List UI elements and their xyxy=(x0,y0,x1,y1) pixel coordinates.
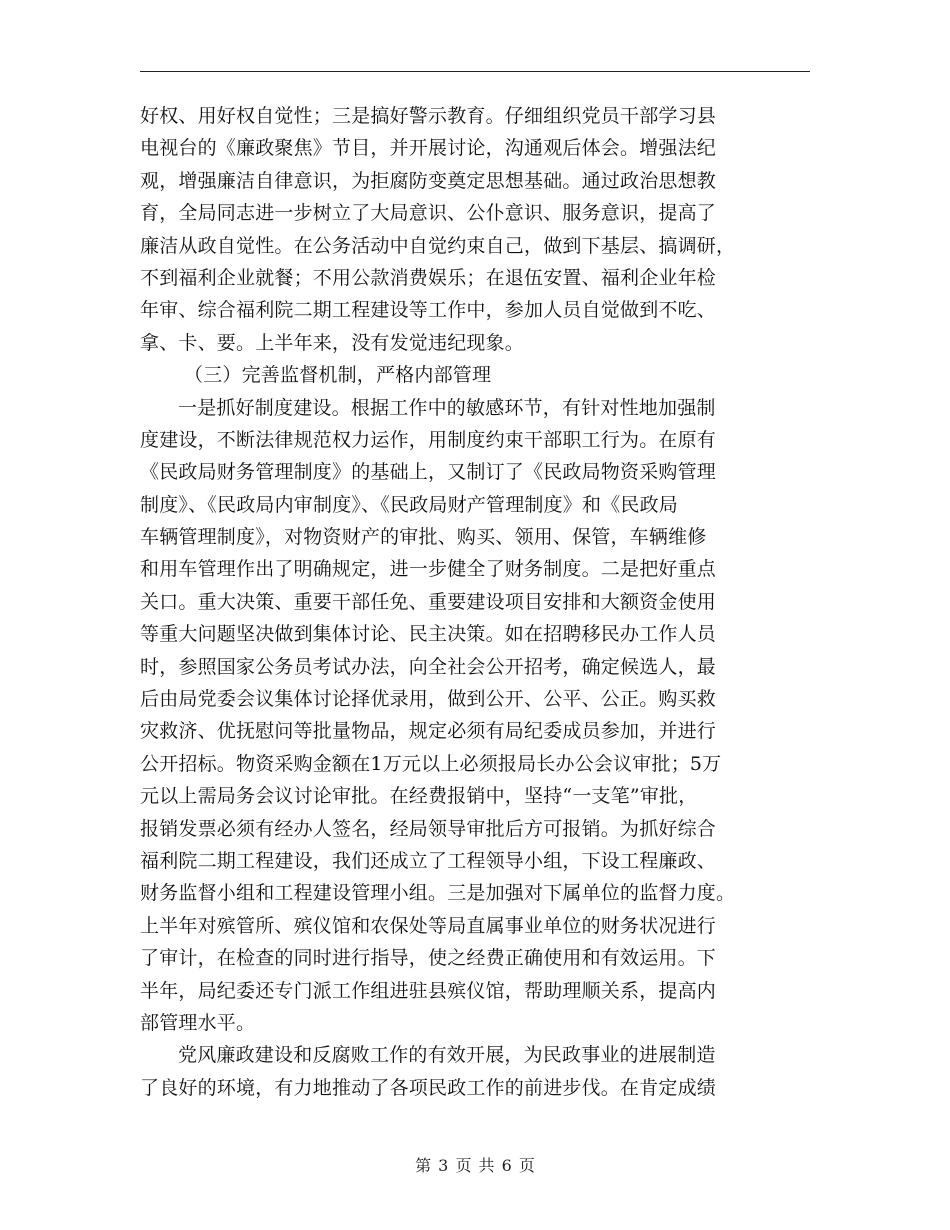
body-line: 观，增强廉洁自律意识，为拒腐防变奠定思想基础。通过政治思想教 xyxy=(140,169,717,192)
body-line: 育，全局同志进一步树立了大局意识、公仆意识、服务意识，提高了 xyxy=(140,202,717,225)
body-line: 时，参照国家公务员考试办法，向全社会公开招考，确定候选人，最 xyxy=(140,655,717,678)
body-line: 制度》、《民政局内审制度》、《民政局财产管理制度》和《民政局 xyxy=(140,493,679,516)
body-line: 电视台的《廉政聚焦》节目，并开展讨论，沟通观后体会。增强法纪 xyxy=(140,137,717,160)
body-line: 了审计，在检查的同时进行指导，使之经费正确使用和有效运用。下 xyxy=(140,947,717,970)
body-line: 元以上需局务会议讨论审批。在经费报销中，坚持“一支笔”审批， xyxy=(140,785,698,808)
body-line: 半年，局纪委还专门派工作组进驻县殡仪馆，帮助理顺关系，提高内 xyxy=(140,979,717,1002)
header-rule xyxy=(140,71,810,72)
body-line: 灾救济、优抚慰问等批量物品，规定必须有局纪委成员参加，并进行 xyxy=(140,720,717,743)
body-line: 福利院二期工程建设，我们还成立了工程领导小组，下设工程廉政、 xyxy=(140,849,717,872)
body-line: 等重大问题坚决做到集体讨论、民主决策。如在招聘移民办工作人员 xyxy=(140,623,717,646)
document-body xyxy=(140,100,810,1104)
section-heading: （三）完善监督机制，严格内部管理 xyxy=(184,364,492,387)
body-line: 了良好的环境，有力地推动了各项民政工作的前进步伐。在肯定成绩 xyxy=(140,1076,717,1099)
body-line: 公开招标。物资采购金额在1万元以上必须报局长办公会议审批；5万 xyxy=(140,752,722,775)
body-line: 部管理水平。 xyxy=(140,1011,256,1034)
body-line: 上半年对殡管所、殡仪馆和农保处等局直属事业单位的财务状况进行 xyxy=(140,914,717,937)
body-line: 车辆管理制度》，对物资财产的审批、购买、领用、保管，车辆维修 xyxy=(140,526,707,549)
body-line: 年审、综合福利院二期工程建设等工作中，参加人员自觉做到不吃、 xyxy=(140,299,717,322)
paragraph-start-line: 党风廉政建设和反腐败工作的有效开展，为民政事业的进展制造 xyxy=(178,1044,716,1067)
body-line: 不到福利企业就餐；不用公款消费娱乐；在退伍安置、福利企业年检 xyxy=(140,266,717,289)
body-line: 《民政局财务管理制度》的基础上，又制订了《民政局物资采购管理 xyxy=(140,461,717,484)
body-line: 廉洁从政自觉性。在公务活动中自觉约束自己，做到下基层、搞调研， xyxy=(140,234,736,257)
body-line: 关口。重大决策、重要干部任免、重要建设项目安排和大额资金使用 xyxy=(140,590,717,613)
page-number-footer: 第 3 页 共 6 页 xyxy=(415,1156,535,1175)
body-line: 财务监督小组和工程建设管理小组。三是加强对下属单位的监督力度。 xyxy=(140,882,736,905)
body-line: 好权、用好权自觉性；三是搞好警示教育。仔细组织党员干部学习县 xyxy=(140,105,717,127)
body-line: 拿、卡、要。上半年来，没有发觉违纪现象。 xyxy=(140,331,525,354)
paragraph-start-line: 一是抓好制度建设。根据工作中的敏感环节，有针对性地加强制 xyxy=(178,396,716,419)
body-line: 度建设，不断法律规范权力运作，用制度约束干部职工行为。在原有 xyxy=(140,428,717,451)
body-line: 和用车管理作出了明确规定，进一步健全了财务制度。二是把好重点 xyxy=(140,558,717,581)
body-line: 后由局党委会议集体讨论择优录用，做到公开、公平、公正。购买救 xyxy=(140,688,717,711)
body-line: 报销发票必须有经办人签名，经局领导审批后方可报销。为抓好综合 xyxy=(140,817,717,840)
